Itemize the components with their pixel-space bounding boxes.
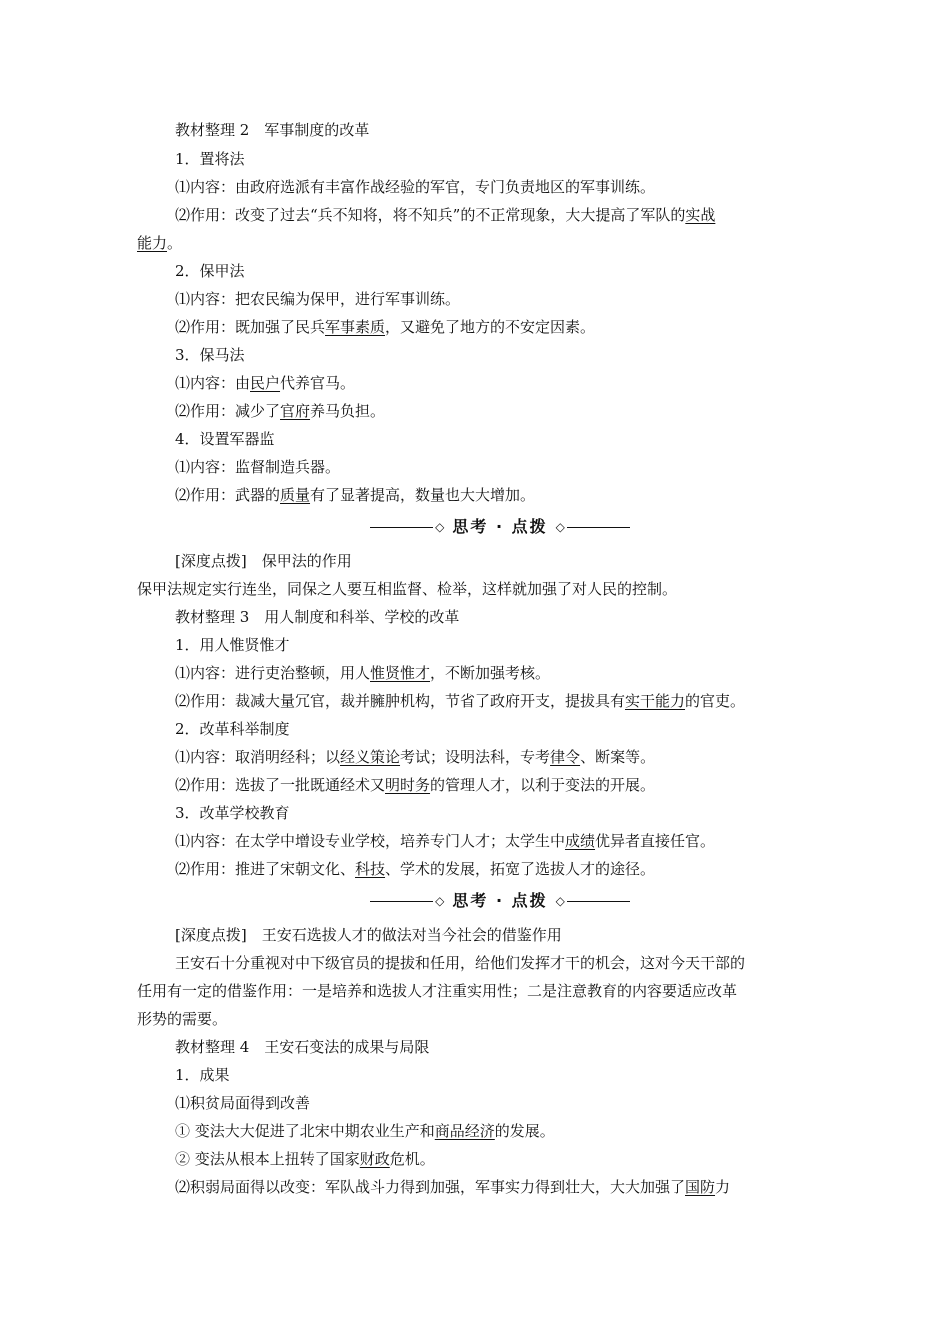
item-content-school-reform: ⑴内容：在太学中增设专业学校，培养专门人才；太学生中成绩优异者直接任官。: [175, 832, 716, 850]
tip-heading-talent: [深度点拨] 王安石选拔人才的做法对当今社会的借鉴作用: [175, 926, 562, 944]
divider-title: 思考 · 点拨: [452, 891, 548, 910]
diamond-icon: ◇: [435, 894, 445, 908]
underlined-answer: 质量: [280, 486, 311, 504]
item-effect-weapons-bureau: ⑵作用：武器的质量有了显著提高，数量也大大增加。: [175, 486, 536, 504]
underlined-answer: 民户: [250, 374, 281, 392]
underlined-answer: 科技: [355, 860, 386, 878]
item-title-weapons-bureau: 4．设置军器监: [175, 430, 275, 448]
section-heading-personnel-reform: 教材整理 3 用人制度和科举、学校的改革: [175, 608, 460, 626]
tip-text-talent-line1: 王安石十分重视对中下级官员的提拔和任用，给他们发挥才干的机会，这对今天干部的: [175, 954, 746, 972]
item-title-baoma-law: 3．保马法: [175, 346, 245, 364]
item-effect-general-law: ⑵作用：改变了过去“兵不知将，将不知兵”的不正常现象，大大提高了军队的实战: [175, 206, 716, 224]
underlined-answer: 经义策论: [340, 748, 401, 766]
item-content-weapons-bureau: ⑴内容：监督制造兵器。: [175, 458, 341, 476]
underlined-answer: 明时务: [385, 776, 431, 794]
item-sub-weakness: ⑵积弱局面得以改变：军队战斗力得到加强，军事实力得到壮大，大大加强了国防力: [175, 1178, 731, 1196]
underlined-answer: 律令: [550, 748, 581, 766]
underlined-answer: 国防: [685, 1178, 716, 1196]
item-title-results: 1．成果: [175, 1066, 230, 1084]
divider-rule: [370, 527, 433, 528]
diamond-icon: ◇: [435, 520, 445, 534]
item-title-merit: 1．用人惟贤惟才: [175, 636, 290, 654]
item-effect-baojia-law: ⑵作用：既加强了民兵军事素质，又避免了地方的不安定因素。: [175, 318, 596, 336]
divider-rule: [567, 901, 630, 902]
item-title-school-reform: 3．改革学校教育: [175, 804, 290, 822]
underlined-answer: 惟贤惟才: [370, 664, 431, 682]
tip-text-baojia: 保甲法规定实行连坐，同保之人要互相监督、检举，这样就加强了对人民的控制。: [137, 580, 678, 598]
item-point-1: ① 变法大大促进了北宋中期农业生产和商品经济的发展。: [175, 1122, 555, 1140]
item-effect-school-reform: ⑵作用：推进了宋朝文化、科技、学术的发展，拓宽了选拔人才的途径。: [175, 860, 656, 878]
item-effect-exam-reform: ⑵作用：选拔了一批既通经术又明时务的管理人才，以利于变法的开展。: [175, 776, 656, 794]
item-content-merit: ⑴内容：进行吏治整顿，用人惟贤惟才，不断加强考核。: [175, 664, 551, 682]
underlined-answer: 能力: [137, 234, 168, 252]
item-content-exam-reform: ⑴内容：取消明经科；以经义策论考试；设明法科，专考律令、断案等。: [175, 748, 656, 766]
item-content-baojia-law: ⑴内容：把农民编为保甲，进行军事训练。: [175, 290, 461, 308]
item-effect-general-law-cont: 能力。: [137, 234, 183, 252]
underlined-answer: 官府: [280, 402, 311, 420]
underlined-answer: 成绩: [565, 832, 596, 850]
tip-heading-baojia: [深度点拨] 保甲法的作用: [175, 552, 352, 570]
think-tip-divider: [370, 515, 630, 539]
item-content-baoma-law: ⑴内容：由民户代养官马。: [175, 374, 356, 392]
diamond-icon: ◇: [555, 520, 565, 534]
section-heading-military-reform: 教材整理 2 军事制度的改革: [175, 121, 370, 139]
item-title-exam-reform: 2．改革科举制度: [175, 720, 290, 738]
diamond-icon: ◇: [555, 894, 565, 908]
underlined-answer: 实战: [685, 206, 716, 224]
tip-text-talent-line2: 任用有一定的借鉴作用：一是培养和选拔人才注重实用性；二是注意教育的内容要适应改革: [137, 982, 738, 1000]
item-effect-baoma-law: ⑵作用：减少了官府养马负担。: [175, 402, 386, 420]
item-content-general-law: ⑴内容：由政府选派有丰富作战经验的军官，专门负责地区的军事训练。: [175, 178, 656, 196]
item-point-2: ② 变法从根本上扭转了国家财政危机。: [175, 1150, 435, 1168]
divider-rule: [567, 527, 630, 528]
item-title-baojia-law: 2．保甲法: [175, 262, 245, 280]
item-effect-merit: ⑵作用：裁减大量冗官，裁并臃肿机构，节省了政府开支，提拔具有实干能力的官吏。: [175, 692, 746, 710]
underlined-answer: 军事素质: [325, 318, 386, 336]
divider-rule: [370, 901, 433, 902]
tip-text-talent-line3: 形势的需要。: [137, 1010, 228, 1028]
divider-title: 思考 · 点拨: [452, 517, 548, 536]
think-tip-divider: [370, 889, 630, 913]
section-heading-results: 教材整理 4 王安石变法的成果与局限: [175, 1038, 430, 1056]
underlined-answer: 实干能力: [625, 692, 686, 710]
underlined-answer: 财政: [359, 1150, 390, 1168]
item-title-general-law: 1．置将法: [175, 150, 245, 168]
underlined-answer: 商品经济: [434, 1122, 495, 1140]
item-sub-poverty: ⑴积贫局面得到改善: [175, 1094, 311, 1112]
